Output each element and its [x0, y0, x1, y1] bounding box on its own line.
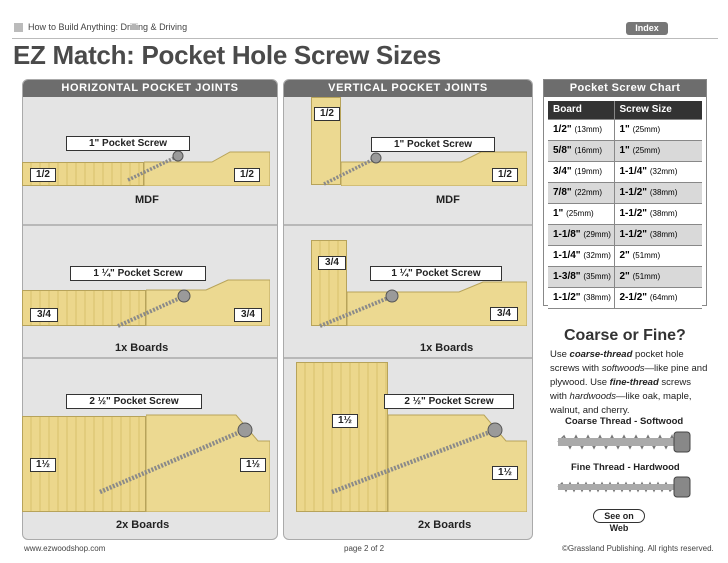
board-size: 1" [553, 208, 564, 219]
thickness-label: 1½ [240, 458, 266, 472]
screw-graphic [322, 420, 512, 500]
text-part: pocket hole screws with [550, 349, 684, 374]
screw-size: 2-1/2" [619, 292, 648, 303]
table-row [548, 140, 702, 161]
thickness-label: 3/4 [30, 308, 58, 322]
board-mm: (25mm) [566, 209, 594, 218]
text-part: —like pine and plywood. Use [550, 363, 708, 388]
column-header-screw: Screw Size [614, 101, 702, 119]
screw-mm: (38mm) [649, 209, 678, 218]
screw-graphic [318, 150, 398, 190]
see-on-web-button[interactable]: See on Web [593, 509, 645, 523]
board-mm: (19mm) [574, 167, 602, 176]
board-mm: (32mm) [583, 251, 611, 260]
thickness-label: 3/4 [234, 308, 262, 322]
table-row [548, 182, 702, 203]
screw-mm: (38mm) [649, 230, 678, 239]
thickness-label: 1/2 [234, 168, 260, 182]
screw-label: 2 ½" Pocket Screw [384, 394, 514, 409]
screw-graphic [312, 286, 412, 332]
hardwoods-term: hardwoods [569, 391, 617, 402]
screw-size: 2" [619, 250, 630, 261]
table-row [548, 266, 702, 287]
thickness-label: 1½ [332, 414, 358, 428]
thickness-label: 1/2 [314, 107, 340, 121]
footer-copyright: ©Grassland Publishing. All rights reserved. [562, 544, 714, 553]
thickness-label: 1/2 [30, 168, 56, 182]
thickness-label: 1/2 [492, 168, 518, 182]
thickness-label: 1½ [30, 458, 56, 472]
coarse-fine-text [550, 348, 710, 418]
material-label: MDF [135, 194, 159, 206]
chart-heading: Pocket Screw Chart [544, 80, 706, 97]
section-divider [284, 224, 532, 226]
screw-mm: (32mm) [649, 167, 678, 176]
coarse-thread-term: coarse-thread [569, 349, 633, 360]
square-icon [14, 23, 23, 32]
screw-label: 1" Pocket Screw [66, 136, 190, 151]
thickness-label: 1½ [492, 466, 518, 480]
screw-label: 1 ¼" Pocket Screw [70, 266, 206, 281]
screw-mm: (25mm) [632, 146, 661, 155]
screw-mm: (38mm) [649, 188, 678, 197]
table-row [548, 287, 702, 308]
screw-graphic [110, 286, 200, 332]
board-size: 1-1/4" [553, 250, 581, 261]
thickness-label: 3/4 [490, 307, 518, 321]
text-part: Use [550, 349, 570, 360]
breadcrumb [14, 22, 187, 32]
screw-label: 1" Pocket Screw [371, 137, 495, 152]
softwoods-term: softwoods [601, 363, 645, 374]
fine-screw-icon [556, 474, 706, 500]
column-header-board: Board [548, 101, 614, 119]
coarse-screw-icon [556, 428, 706, 456]
board-mm: (16mm) [574, 146, 602, 155]
screw-table [548, 101, 702, 309]
section-divider [23, 357, 277, 359]
board-mm: (38mm) [583, 293, 611, 302]
table-row [548, 224, 702, 245]
horizontal-heading: HORIZONTAL POCKET JOINTS [23, 80, 277, 97]
board-mm: (13mm) [574, 125, 602, 134]
board-mm: (35mm) [583, 272, 611, 281]
screw-size: 1-1/2" [619, 187, 648, 198]
material-label: 1x Boards [420, 342, 474, 354]
screw-mm: (64mm) [649, 293, 678, 302]
material-label: 2x Boards [418, 519, 472, 531]
pocket-screw-chart [543, 79, 707, 306]
screw-label: 2 ½" Pocket Screw [66, 394, 202, 409]
vertical-heading: VERTICAL POCKET JOINTS [284, 80, 532, 97]
screw-label: 1 ¼" Pocket Screw [370, 266, 502, 281]
coarse-fine-heading: Coarse or Fine? [564, 327, 686, 344]
top-divider [12, 38, 718, 39]
board-size: 5/8" [553, 145, 572, 156]
screw-size: 1" [619, 124, 630, 135]
screw-size: 1" [619, 145, 630, 156]
material-label: 1x Boards [115, 342, 169, 354]
screw-size: 1-1/4" [619, 166, 648, 177]
board-size: 7/8" [553, 187, 572, 198]
fine-thread-label: Fine Thread - Hardwood [571, 462, 680, 473]
board-size: 1/2" [553, 124, 572, 135]
screw-mm: (51mm) [632, 251, 661, 260]
screw-size: 1-1/2" [619, 229, 648, 240]
page-title: EZ Match: Pocket Hole Screw Sizes [13, 40, 441, 70]
section-divider [23, 224, 277, 226]
text-part: screws with [550, 377, 691, 402]
footer-page-number: page 2 of 2 [344, 544, 385, 553]
coarse-thread-label: Coarse Thread - Softwood [565, 416, 684, 427]
board-size: 1-1/8" [553, 229, 581, 240]
fine-thread-term: fine-thread [609, 377, 659, 388]
screw-graphic [90, 420, 260, 500]
material-label: 2x Boards [116, 519, 170, 531]
breadcrumb-text: How to Build Anything: Drilling & Driving [28, 22, 188, 32]
text-part: —like oak, maple, walnut, and cherry. [550, 391, 692, 416]
table-row [548, 245, 702, 266]
board-size: 1-3/8" [553, 271, 581, 282]
screw-graphic [120, 148, 200, 188]
screw-mm: (51mm) [632, 272, 661, 281]
section-divider [284, 357, 532, 359]
board-size: 1-1/2" [553, 292, 581, 303]
table-row [548, 119, 702, 140]
board-mm: (29mm) [583, 230, 611, 239]
table-header-row [548, 101, 702, 119]
material-label: MDF [436, 194, 460, 206]
footer-site-link[interactable]: www.ezwoodshop.com [24, 544, 106, 553]
thickness-label: 3/4 [318, 256, 346, 270]
table-row [548, 161, 702, 182]
index-button[interactable]: Index [626, 22, 668, 35]
screw-size: 1-1/2" [619, 208, 648, 219]
board-size: 3/4" [553, 166, 572, 177]
screw-size: 2" [619, 271, 630, 282]
board-mm: (22mm) [574, 188, 602, 197]
screw-mm: (25mm) [632, 125, 661, 134]
table-row [548, 203, 702, 224]
